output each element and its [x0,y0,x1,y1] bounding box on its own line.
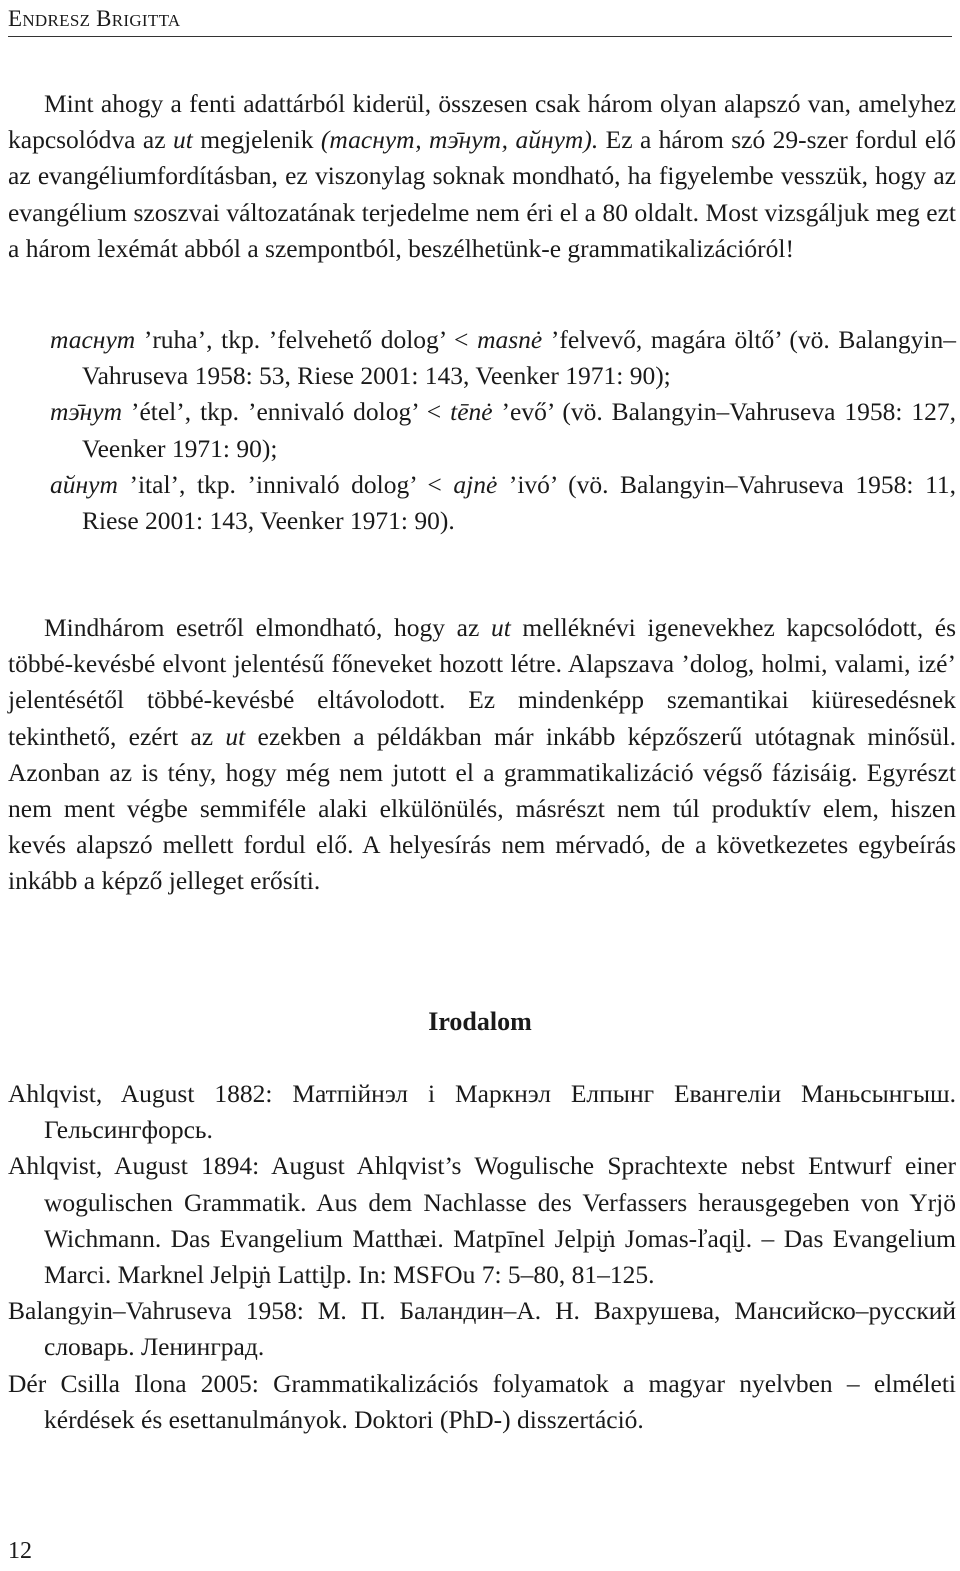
example-list [8,322,956,539]
example-base: tēnė [450,397,493,427]
discussion-paragraph [8,610,956,900]
example-item [8,322,956,394]
bibliography-entry: Dér Csilla Ilona 2005: Grammatikalizációs folyamatok a magyar nyelvben – elméleti kérdések és esettanulmányok. Doktori (PhD-) disszertáció. [8,1368,956,1434]
author-last-initial: B [96,6,112,31]
example-gloss: ’ruha’, tkp. ’felvehető dolog’ < [135,325,478,354]
discussion-ut-term: ut [225,721,246,751]
example-gloss: ’étel’, tkp. ’ennivaló dolog’ < [122,397,451,427]
running-header [8,2,952,37]
bibliography-entry: Balangyin–Vahruseva 1958: М. П. Баландин–А. Н. Вахрушева, Мансийско–русский словарь. Ленинград. [8,1296,956,1362]
example-item [8,467,956,539]
author-first-rest: NDRESZ [22,11,91,30]
example-base: ajnė [453,469,498,499]
example-word: айнут [50,469,118,499]
intro-paragraph [8,86,956,267]
bibliography-heading: Irodalom [428,1007,532,1036]
example-word: тэ̄нут [50,397,123,427]
bibliography-entry: Ahlqvist, August 1882: Матпійнэл і Маркнэл Елпынг Евангеліи Маньсынгыш. Гельсингфорсь. [8,1079,956,1145]
intro-text-c: Ez a három szó 29-szer fordul elő az evangéliumfordításban, ez viszonylag soknak mondható, ha figyelembe vesszük, hogy az evangélium szoszvai változatának terjedelme nem éri el a 80 oldalt. Most vizsgáljuk meg ezt a három lexémát abból a szempontból, beszélhetünk-e grammatikalizációról! [8,125,956,263]
example-reference: ’felvevő, magára öltő’ (vö. Balangyin–Vahruseva 1958: 53, Riese 2001: 143, Veenker 1971: 90); [82,325,956,391]
author-last-rest: RIGITTA [111,11,181,30]
example-base: masnė [477,325,543,354]
intro-text-b: megjelenik [192,125,321,155]
discussion-text-b: melléknévi igenevekhez kapcsolódott, és többé-kevésbé elvont jelentésű főneveket hozott létre. Alapszava ’dolog, holmi, valami, izé’ jelentésétől többé-kevésbé eltávolodott. Ez mindenképp szemantikai kiüresedésnek tekinthető, ezért az [8,613,956,751]
example-reference: ’ivó’ (vö. Balangyin–Vahruseva 1958: 11, Riese 2001: 143, Veenker 1971: 90). [82,469,956,536]
author-first-initial: E [8,6,23,31]
discussion-paragraph-block [8,610,956,900]
example-item [8,394,956,466]
bibliography-entry: Ahlqvist, August 1894: August Ahlqvist’s Wogulische Sprachtexte nebst Entwurf einer wogulischen Grammatik. Aus dem Nachlasse des Verfassers herausgegeben von Yrjö Wichmann. Das Evangelium Matthæi. Matpīnel Jelpi̮ṅ Jomas-ľaqi̮l. – Das Evangelium Marci. Marknel Jelpi̮ṅ Latti̮lp. In: MSFOu 7: 5–80, 81–125. [8,1151,956,1290]
intro-cyrillic-words: (таснут, тэ̄нут, айнут). [320,125,599,155]
example-reference: ’evő’ (vö. Balangyin–Vahruseva 1958: 127, Veenker 1971: 90); [82,397,956,463]
page-number: 12 [8,1538,32,1564]
intro-paragraph-block [8,86,956,267]
intro-text-a: Mint ahogy a fenti adattárból kiderül, összesen csak három olyan alapszó van, amelyhez kapcsolódva az [8,89,956,155]
example-word: таснут [50,325,136,354]
example-gloss: ’ital’, tkp. ’innivaló dolog’ < [117,469,454,499]
discussion-text-c: ezekben a példákban már inkább képzőszerű utótagnak minősül. Azonban az is tény, hogy még nem jutott el a grammatikalizáció végső fázisáig. Egyrészt nem ment végbe semmiféle alaki elkülönülés, másrészt nem túl produktív elem, hiszen kevés alapszó mellett fordul elő. A helyesírás nem mérvadó, de a következetes egybeírás inkább a képző jelleget erősíti. [8,721,956,896]
discussion-ut-term: ut [490,613,511,642]
discussion-text-a: Mindhárom esetről elmondható, hogy az [44,613,491,642]
bibliography-list [8,1076,956,1438]
intro-ut-term: ut [172,125,193,155]
